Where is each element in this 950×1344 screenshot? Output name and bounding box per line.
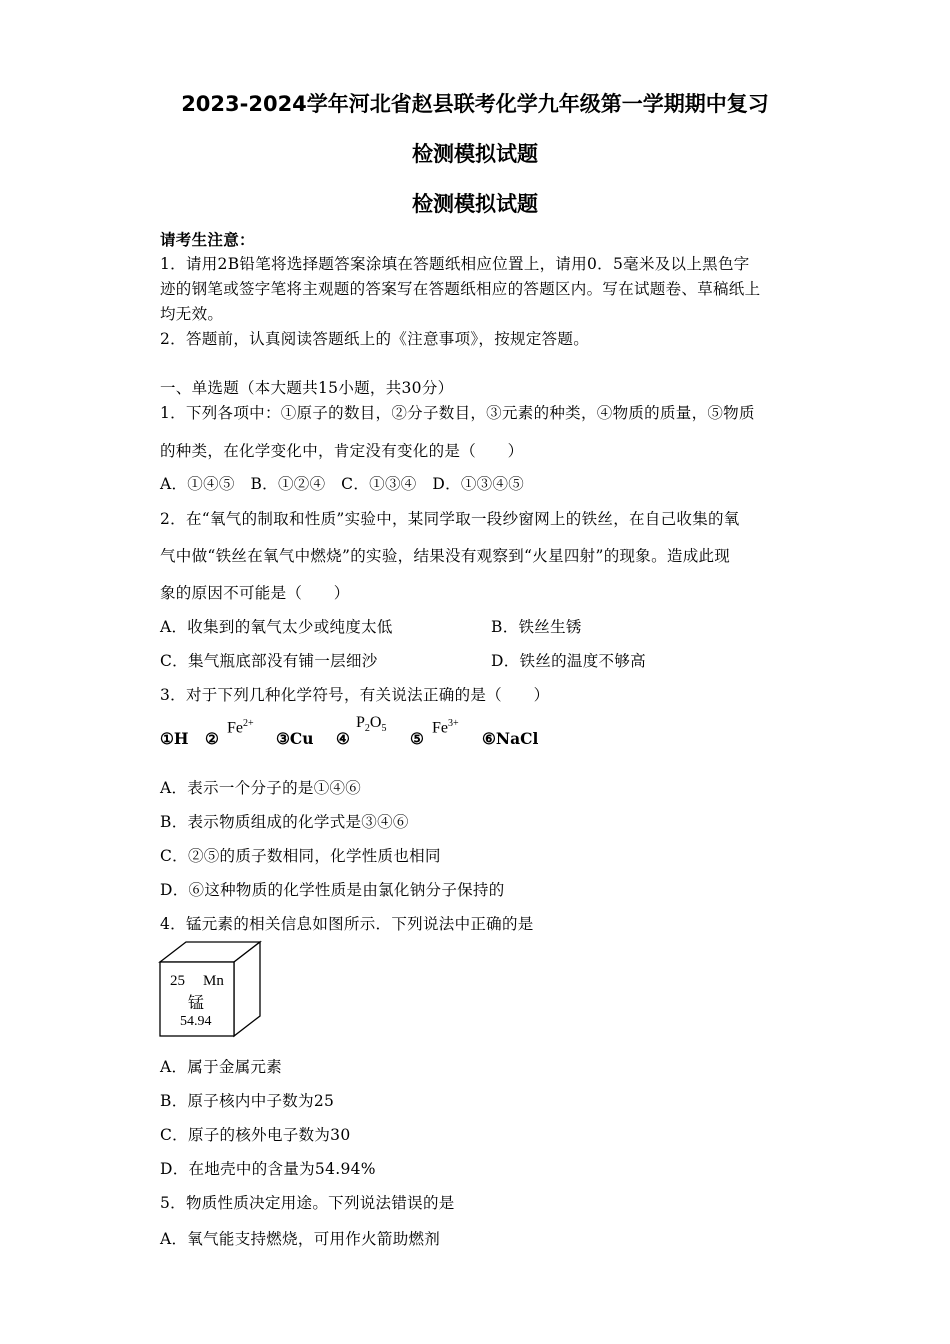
symbol-fe2-ion: [227, 718, 254, 737]
question-2-stem: 2．在“氧气的制取和性质”实验中，某同学取一段纱窗网上的铁丝，在自己收集的氧: [160, 510, 740, 528]
page-title-line-1: 2023-2024学年河北省赵县联考化学九年级第一学期期中复习: [181, 92, 769, 116]
question-2-option-a: A．收集到的氧气太少或纯度太低: [160, 618, 393, 636]
question-3-option-d: D．⑥这种物质的化学性质是由氯化钠分子保持的: [160, 881, 505, 899]
question-1-stem: 1．下列各项中：①原子的数目，②分子数目，③元素的种类，④物质的质量，⑤物质: [160, 404, 755, 422]
question-3-option-c: C．②⑤的质子数相同，化学性质也相同: [160, 847, 441, 865]
section-heading: 一、单选题（本大题共15小题，共30分）: [160, 379, 454, 397]
question-4-option-b: B．原子核内中子数为25: [160, 1092, 335, 1110]
p2o5-o-subscript: 5: [381, 723, 387, 735]
question-2-stem-cont: 气中做“铁丝在氧气中燃烧”的实验，结果没有观察到“火星四射”的现象。造成此现: [160, 547, 731, 565]
question-2-stem-cont: 象的原因不可能是（ ）: [160, 584, 350, 602]
question-3-option-b: B．表示物质组成的化学式是③④⑥: [160, 813, 409, 831]
page-title-line-3: 检测模拟试题: [412, 192, 538, 216]
element-card-manganese: [158, 940, 268, 1040]
question-4-stem: 4．锰元素的相关信息如图所示．下列说法中正确的是: [160, 915, 534, 933]
element-card-cube: [158, 940, 268, 1040]
symbol-h: ①H: [160, 729, 189, 748]
fe2-charge: 2+: [243, 718, 254, 729]
question-4-option-c: C．原子的核外电子数为30: [160, 1126, 351, 1144]
notice-line: 1．请用2B铅笔将选择题答案涂填在答题纸相应位置上，请用0．5毫米及以上黑色字: [160, 255, 750, 273]
page-title-line-2: 检测模拟试题: [412, 142, 538, 166]
question-2-option-b: B．铁丝生锈: [491, 618, 582, 636]
symbol-4-number: ④: [336, 729, 350, 748]
notice-line: 2．答题前，认真阅读答题纸上的《注意事项》，按规定答题。: [160, 330, 590, 348]
notice-heading: 请考生注意：: [160, 230, 255, 249]
p2o5-o: O: [369, 714, 382, 731]
fe3-element: Fe: [432, 719, 448, 737]
symbol-p2o5: [356, 714, 386, 734]
question-2-option-d: D．铁丝的温度不够高: [491, 652, 646, 670]
symbol-5-number: ⑤: [410, 729, 424, 748]
element-name: 锰: [188, 993, 205, 1012]
question-4-option-d: D．在地壳中的含量为54.94%: [160, 1160, 376, 1178]
question-2-option-c: C．集气瓶底部没有铺一层细沙: [160, 652, 378, 670]
question-3-option-a: A．表示一个分子的是①④⑥: [160, 779, 362, 797]
symbol-fe3-ion: [432, 718, 459, 737]
p2o5-p-subscript: 2: [364, 723, 370, 735]
element-symbol: Mn: [203, 973, 224, 989]
symbol-cu: ③Cu: [276, 729, 314, 748]
question-4-option-a: A．属于金属元素: [160, 1058, 283, 1076]
element-atomic-mass: 54.94: [180, 1014, 212, 1029]
question-1-options: A．①④⑤ B．①②④ C．①③④ D．①③④⑤: [160, 475, 525, 493]
question-3-stem: 3．对于下列几种化学符号，有关说法正确的是（ ）: [160, 686, 550, 704]
element-atomic-number: 25: [170, 973, 185, 989]
fe3-charge: 3+: [448, 718, 459, 729]
fe2-element: Fe: [227, 719, 243, 737]
question-5-stem: 5．物质性质决定用途。下列说法错误的是: [160, 1194, 455, 1212]
question-1-stem-cont: 的种类，在化学变化中，肯定没有变化的是（ ）: [160, 442, 524, 460]
symbol-nacl: ⑥NaCl: [482, 729, 539, 748]
question-5-option-a: A．氧气能支持燃烧，可用作火箭助燃剂: [160, 1230, 441, 1248]
notice-line: 均无效。: [160, 305, 224, 323]
notice-line: 迹的钢笔或签字笔将主观题的答案写在答题纸相应的答题区内。写在试题卷、草稿纸上: [160, 280, 761, 298]
symbol-2-number: ②: [205, 729, 219, 748]
p2o5-p: P: [356, 714, 365, 731]
